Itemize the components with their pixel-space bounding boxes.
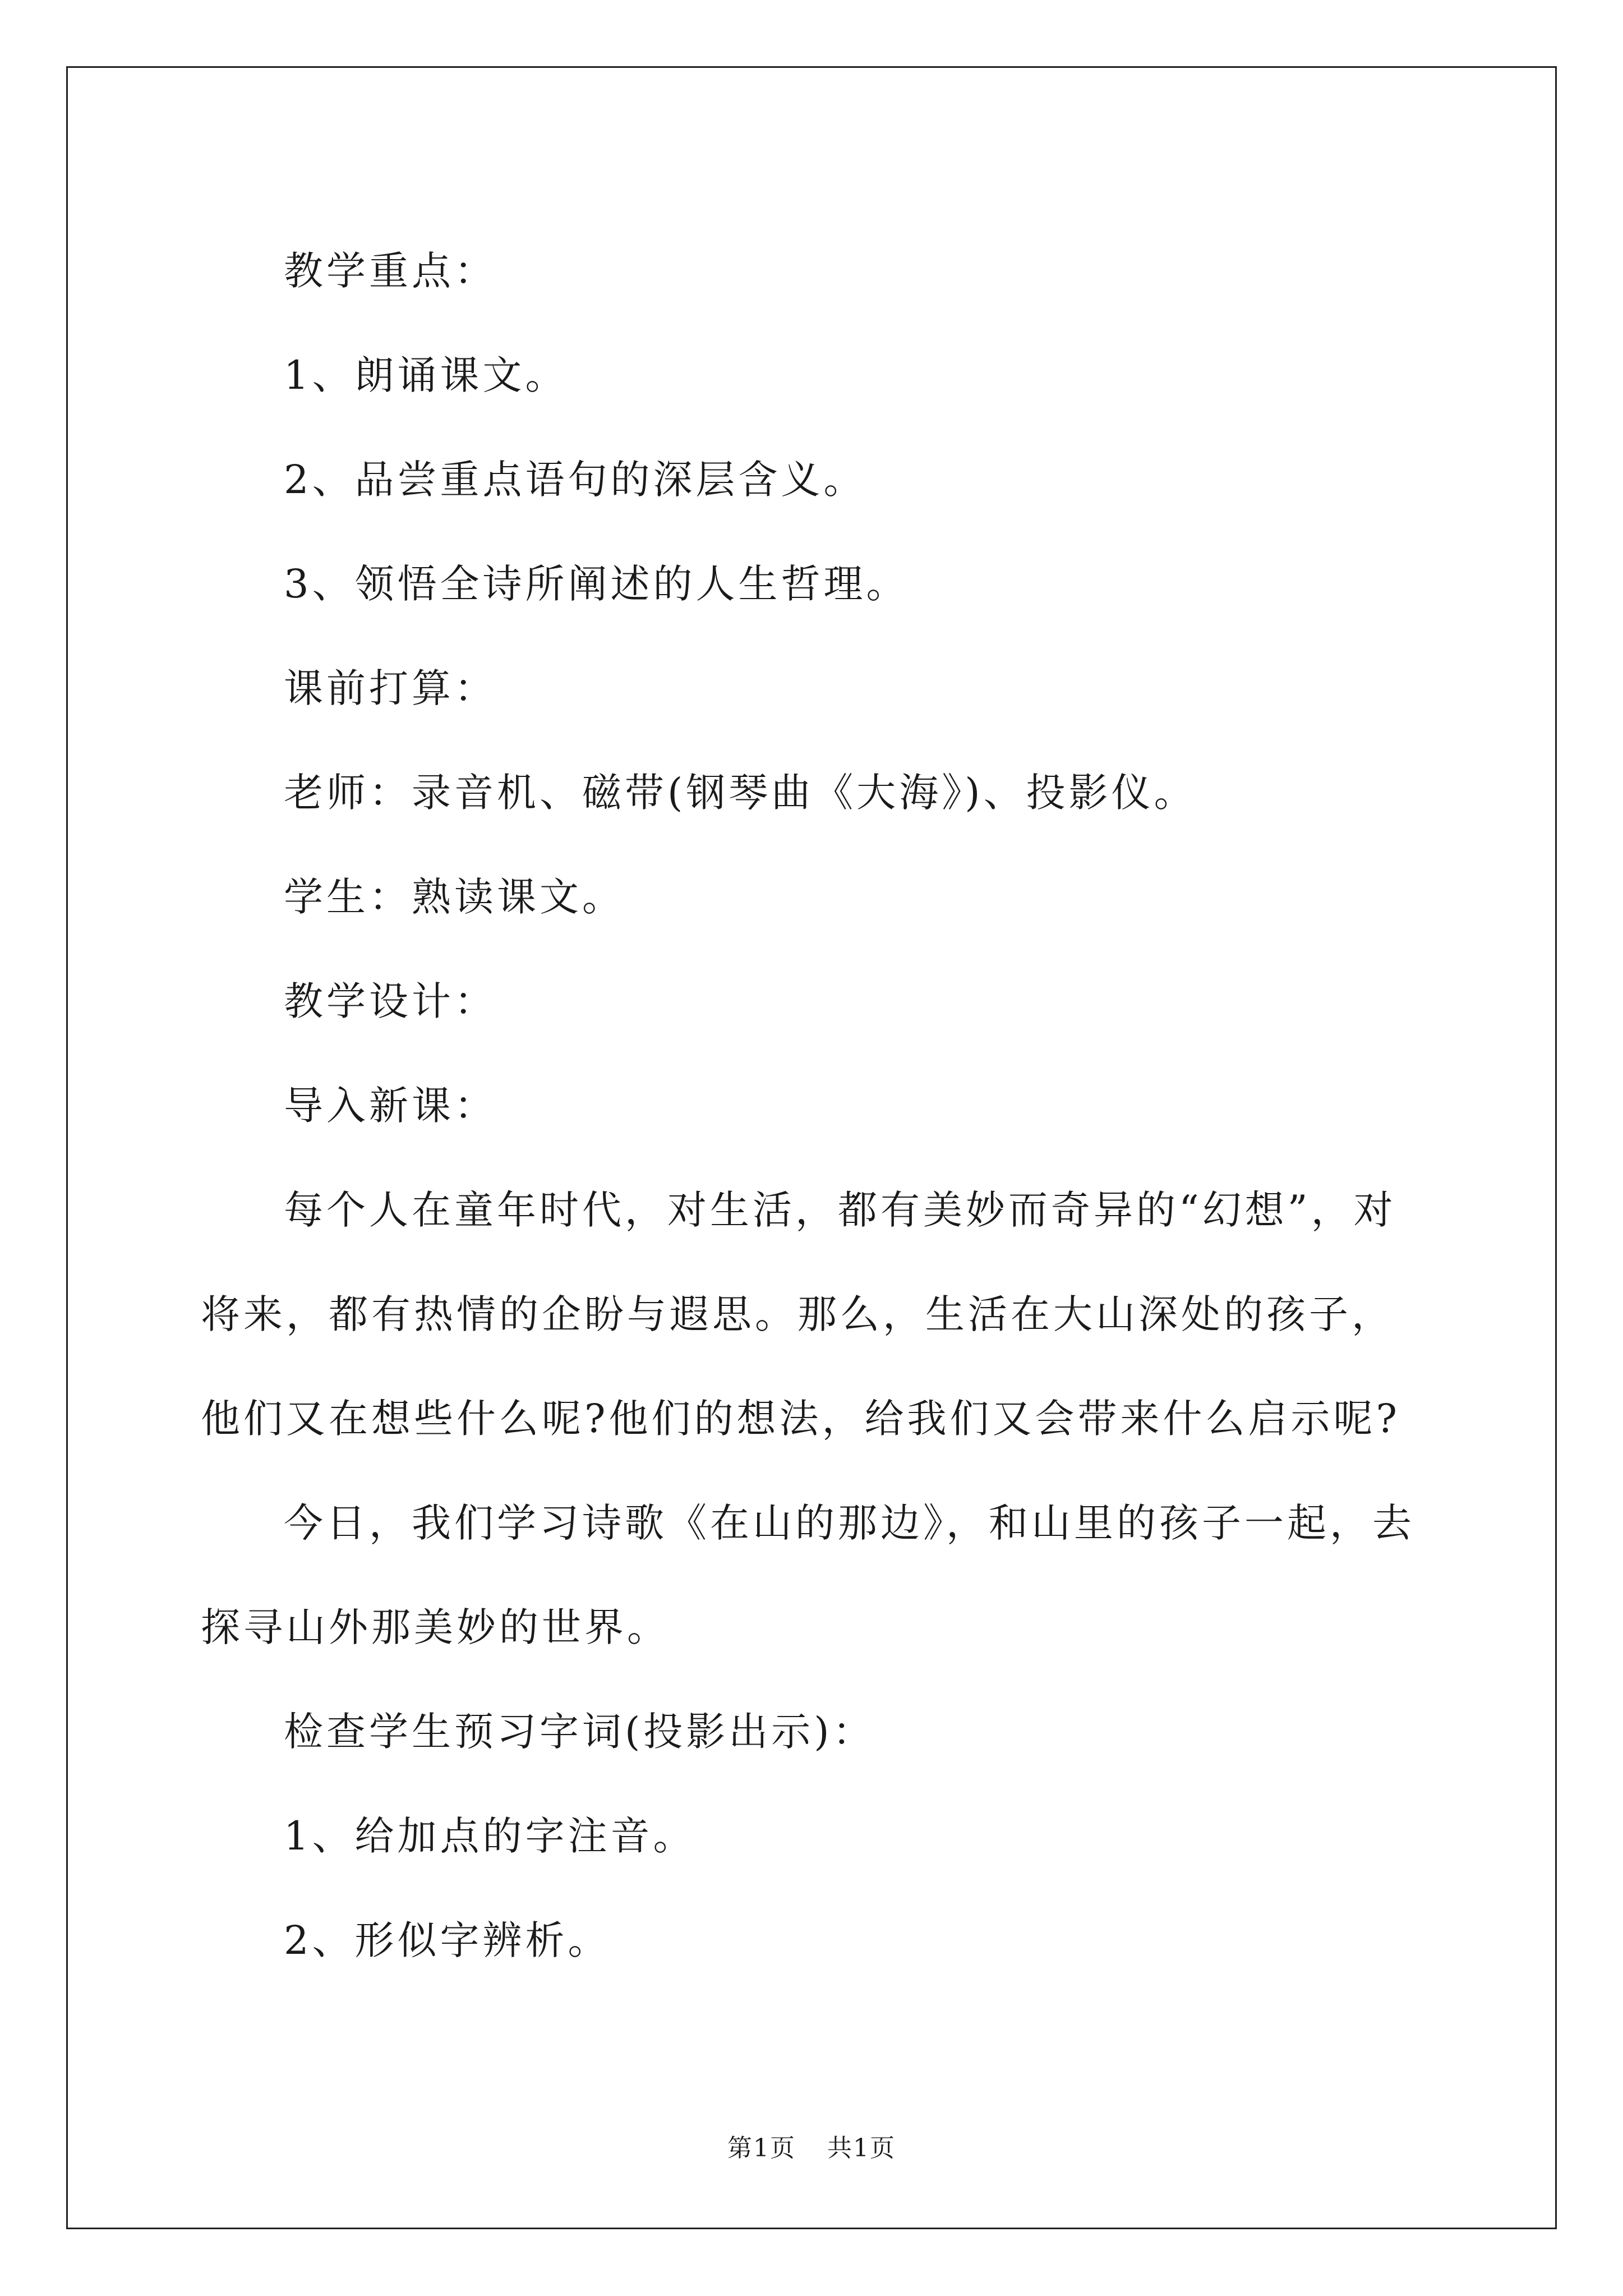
list-item: 3、领悟全诗所阐述的人生哲理。 — [284, 561, 909, 607]
paragraph: 今日，我们学习诗歌《在山的那边》，和山里的孩子一起，去探寻山外那美妙的世界。 — [201, 1500, 1415, 1650]
page-total: 共1页 — [827, 2134, 896, 2162]
paragraph: 检查学生预习字词(投影出示)： — [284, 1709, 875, 1755]
paragraph: 每个人在童年时代，对生活，都有美妙而奇异的“幻想”，对将来，都有热情的企盼与遐思。那么，生活在大山深处的孩子，他们又在想些什么呢?他们的想法，给我们又会带来什么启示呢? — [201, 1187, 1401, 1442]
page-number: 第1页 — [727, 2134, 796, 2162]
list-item: 2、品尝重点语句的深层含义。 — [284, 457, 866, 503]
heading-teaching-focus: 教学重点： — [284, 248, 497, 294]
heading-introduction: 导入新课： — [284, 1083, 497, 1129]
list-item: 1、给加点的字注音。 — [284, 1813, 696, 1859]
heading-teaching-design: 教学设计： — [284, 978, 497, 1024]
paragraph: 学生：熟读课文。 — [284, 874, 625, 920]
list-item: 2、形似字辨析。 — [284, 1917, 611, 1963]
document-body — [201, 219, 1429, 1993]
paragraph: 老师：录音机、磁带(钢琴曲《大海》)、投影仪。 — [284, 770, 1197, 816]
heading-preparation: 课前打算： — [284, 665, 497, 711]
page-footer — [0, 2132, 1623, 2165]
list-item: 1、朗诵课文。 — [284, 352, 568, 398]
